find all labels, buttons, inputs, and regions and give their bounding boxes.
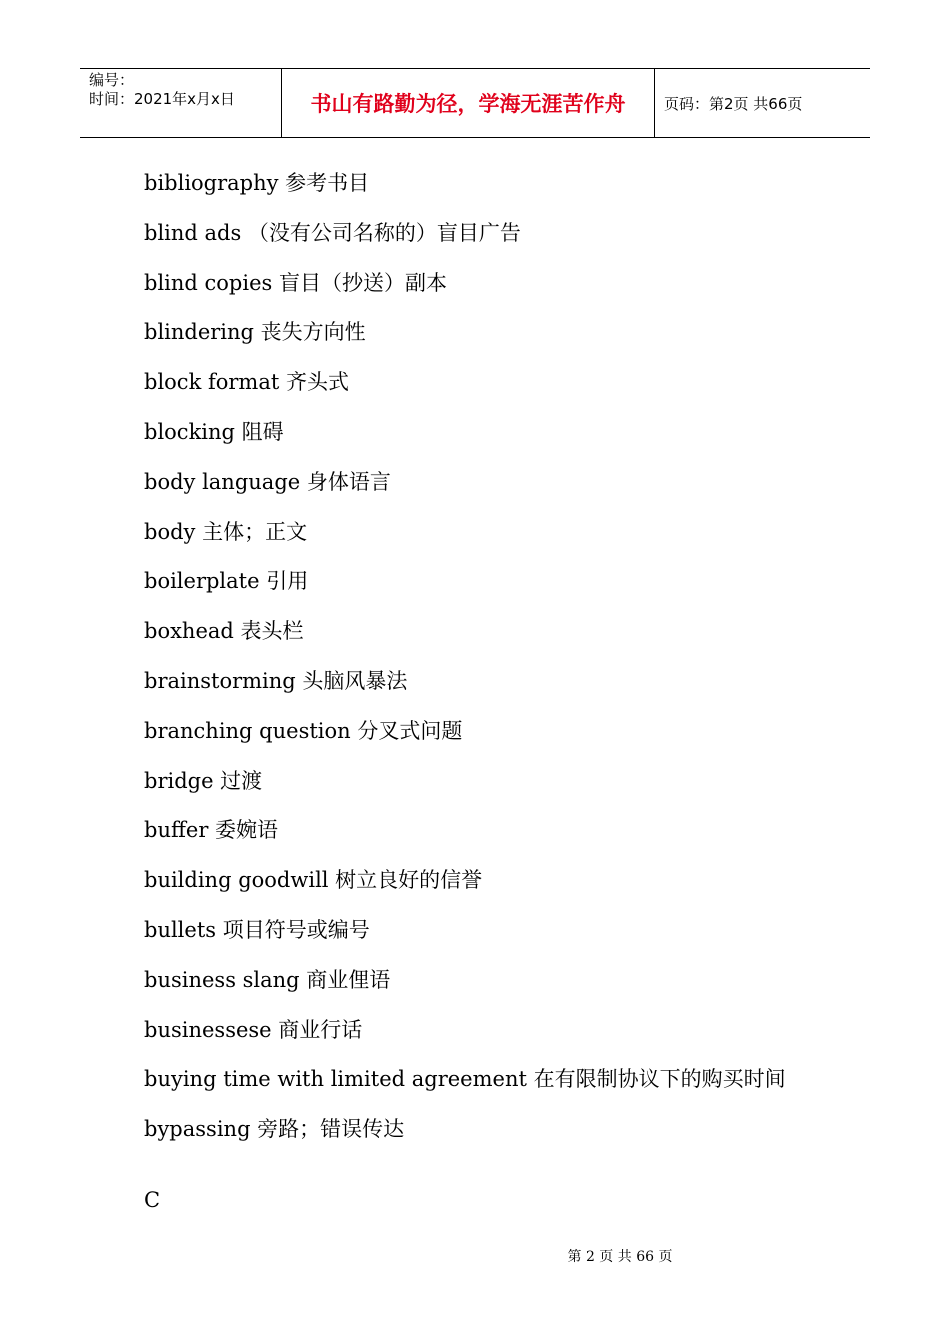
glossary-entry: body language 身体语言 xyxy=(144,469,391,494)
header-meta xyxy=(80,69,281,137)
glossary-entry: business slang 商业俚语 xyxy=(144,967,391,992)
glossary-entry: blindering 丧失方向性 xyxy=(144,320,366,345)
glossary-entry: buffer 委婉语 xyxy=(144,818,279,843)
glossary-list xyxy=(144,167,786,1163)
glossary-entry: bridge 过渡 xyxy=(144,768,263,793)
page-footer xyxy=(0,1246,950,1266)
glossary-entry: building goodwill 树立良好的信誉 xyxy=(144,868,483,893)
glossary-entry: boilerplate 引用 xyxy=(144,569,309,594)
glossary-entry: branching question 分叉式问题 xyxy=(144,718,463,743)
glossary-entry: bibliography 参考书目 xyxy=(144,171,370,195)
glossary-entry: businessese 商业行话 xyxy=(144,1017,363,1042)
footer-page-number: 第 2 页 共 66 页 xyxy=(567,1249,673,1265)
glossary-entry: body 主体；正文 xyxy=(144,519,308,544)
glossary-entry: brainstorming 头脑风暴法 xyxy=(144,668,408,693)
time-label: 时间：2021年x月x日 xyxy=(89,90,235,108)
glossary-entry: block format 齐头式 xyxy=(144,370,349,395)
section-letter: C xyxy=(144,1188,161,1212)
glossary-entry: boxhead 表头栏 xyxy=(144,619,304,644)
glossary-entry: blocking 阻碍 xyxy=(144,419,284,444)
glossary-entry: buying time with limited agreement 在有限制协议下的购买时间 xyxy=(144,1067,786,1092)
glossary-entry: blind ads （没有公司名称的）盲目广告 xyxy=(144,220,521,245)
glossary-entry: bypassing 旁路；错误传达 xyxy=(144,1117,405,1142)
glossary-entry: bullets 项目符号或编号 xyxy=(144,917,370,942)
header-page-info: 页码：第2页 共66页 xyxy=(664,94,803,113)
number-label: 编号： xyxy=(89,71,135,89)
glossary-entry: blind copies 盲目（抄送）副本 xyxy=(144,270,447,295)
document-header xyxy=(80,68,870,138)
header-motto: 书山有路勤为径，学海无涯苦作舟 xyxy=(281,69,655,137)
